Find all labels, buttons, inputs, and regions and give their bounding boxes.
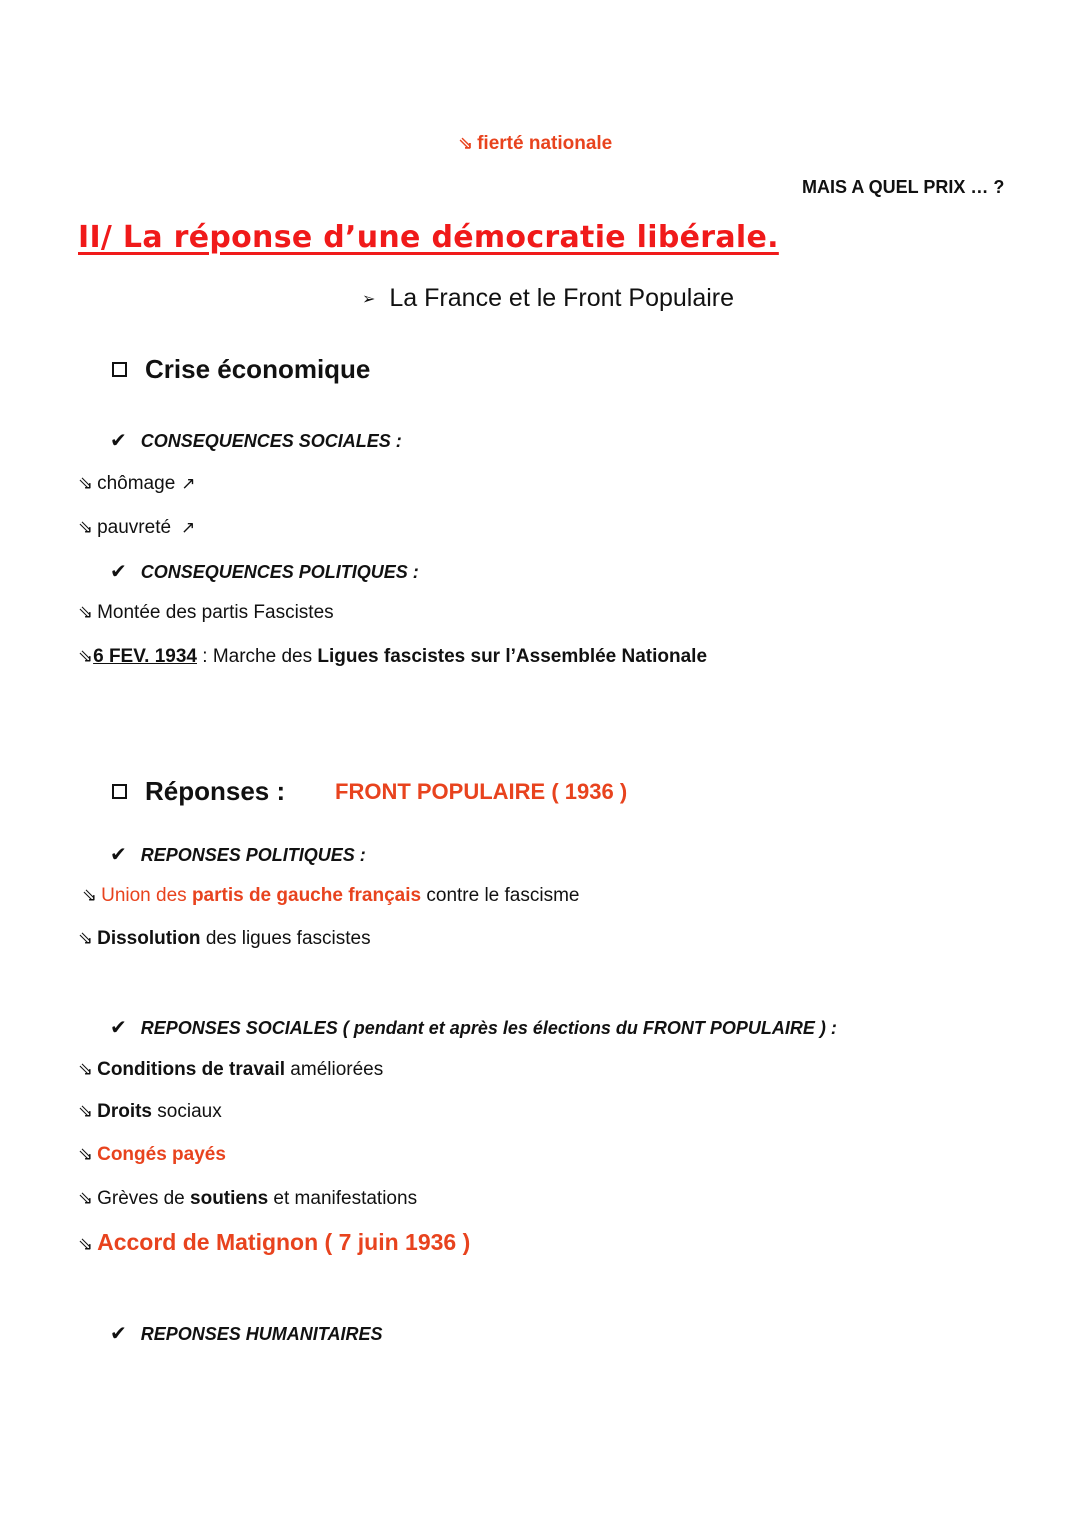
- list-item-6fev: [78, 646, 707, 668]
- mais-quel-prix: MAIS A QUEL PRIX … ?: [802, 177, 1005, 197]
- marche-pre: Marche des: [212, 646, 318, 667]
- conditions-bold: Conditions de travail: [97, 1059, 286, 1080]
- item-text: chômage: [97, 473, 176, 494]
- crise-heading-text: Crise économique: [145, 354, 371, 384]
- bullet-arrow-icon: ⇘: [78, 928, 94, 949]
- list-item-greves: [78, 1188, 417, 1210]
- bullet-arrow-icon: ⇘: [78, 602, 94, 623]
- up-right-arrow-icon: ↗: [181, 518, 196, 538]
- droits-rest: sociaux: [152, 1101, 222, 1122]
- marche-bold: Ligues fascistes sur l’Assemblée Nationale: [317, 646, 708, 667]
- sociales-subheading: [110, 428, 402, 452]
- union-pre: Union des: [101, 885, 192, 906]
- sep: :: [196, 646, 213, 667]
- bullet-arrow-icon: ⇘: [78, 646, 94, 667]
- subtitle-bullet-icon: ➢: [362, 289, 376, 308]
- list-item-dissolution: [78, 928, 371, 950]
- rep-politiques-subheading: [110, 842, 366, 866]
- bullet-arrow-icon: ⇘: [78, 1188, 94, 1209]
- union-post: contre le fascisme: [421, 885, 580, 906]
- list-item-montee: [78, 602, 334, 624]
- check-icon: ✔: [110, 559, 127, 583]
- sociales-heading-text: CONSEQUENCES SOCIALES :: [140, 431, 402, 451]
- droits-bold: Droits: [97, 1101, 152, 1122]
- up-right-arrow-icon: ↗: [181, 474, 196, 494]
- rep-humanitaires-heading-text: REPONSES HUMANITAIRES: [140, 1324, 383, 1344]
- list-item-conditions: [78, 1059, 383, 1081]
- fierte-text: fierté nationale: [477, 133, 613, 154]
- list-item-chomage: [78, 473, 196, 495]
- fierte-nationale-line: [458, 133, 612, 155]
- list-item-droits: [78, 1101, 222, 1123]
- check-icon: ✔: [110, 1015, 127, 1039]
- check-icon: ✔: [110, 1321, 127, 1345]
- politiques-subheading: [110, 559, 419, 583]
- dissolution-bold: Dissolution: [97, 928, 201, 949]
- rep-politiques-heading-text: REPONSES POLITIQUES :: [140, 845, 366, 865]
- bullet-arrow-icon: ⇘: [78, 473, 94, 494]
- rep-sociales-subheading: [110, 1015, 837, 1039]
- bullet-arrow-icon: ⇘: [78, 517, 94, 538]
- list-item-accord: [78, 1229, 470, 1256]
- section-title: II/ La réponse d’une démocratie libérale.: [78, 220, 779, 255]
- check-icon: ✔: [110, 842, 127, 866]
- dissolution-rest: des ligues fascistes: [200, 928, 371, 949]
- greves-post: et manifestations: [268, 1188, 418, 1209]
- reponses-heading: [112, 776, 285, 807]
- rep-sociales-heading-text: REPONSES SOCIALES ( pendant et après les élections du FRONT POPULAIRE ) :: [140, 1018, 837, 1038]
- greves-bold: soutiens: [190, 1188, 269, 1209]
- date-1934: 6 FEV. 1934: [93, 646, 197, 667]
- bullet-arrow-icon: ⇘: [82, 885, 98, 906]
- item-text: Montée des partis Fascistes: [97, 602, 334, 623]
- greves-pre: Grèves de: [97, 1188, 191, 1209]
- subtitle-text: La France et le Front Populaire: [389, 284, 735, 312]
- rep-humanitaires-subheading: [110, 1321, 382, 1345]
- bullet-arrow-icon: ⇘: [78, 1144, 94, 1165]
- front-populaire-label: FRONT POPULAIRE ( 1936 ): [335, 779, 628, 804]
- union-bold: partis de gauche français: [191, 885, 422, 906]
- check-icon: ✔: [110, 428, 127, 452]
- list-item-union: [82, 885, 580, 907]
- accord-text: Accord de Matignon ( 7 juin 1936 ): [97, 1229, 471, 1255]
- list-item-pauvrete: [78, 517, 195, 539]
- bullet-arrow-icon: ⇘: [78, 1059, 94, 1080]
- bullet-arrow-icon: ⇘: [458, 133, 474, 154]
- checkbox-square-icon: [112, 784, 127, 799]
- conditions-rest: améliorées: [285, 1059, 384, 1080]
- checkbox-square-icon: [112, 362, 127, 377]
- subtitle: [362, 284, 734, 313]
- reponses-heading-text: Réponses :: [145, 776, 286, 806]
- crise-heading: [112, 354, 370, 385]
- bullet-arrow-icon: ⇘: [78, 1234, 94, 1255]
- bullet-arrow-icon: ⇘: [78, 1101, 94, 1122]
- conges-text: Congés payés: [97, 1144, 226, 1165]
- list-item-conges: [78, 1144, 226, 1166]
- item-text: pauvreté: [97, 517, 172, 538]
- politiques-heading-text: CONSEQUENCES POLITIQUES :: [140, 562, 419, 582]
